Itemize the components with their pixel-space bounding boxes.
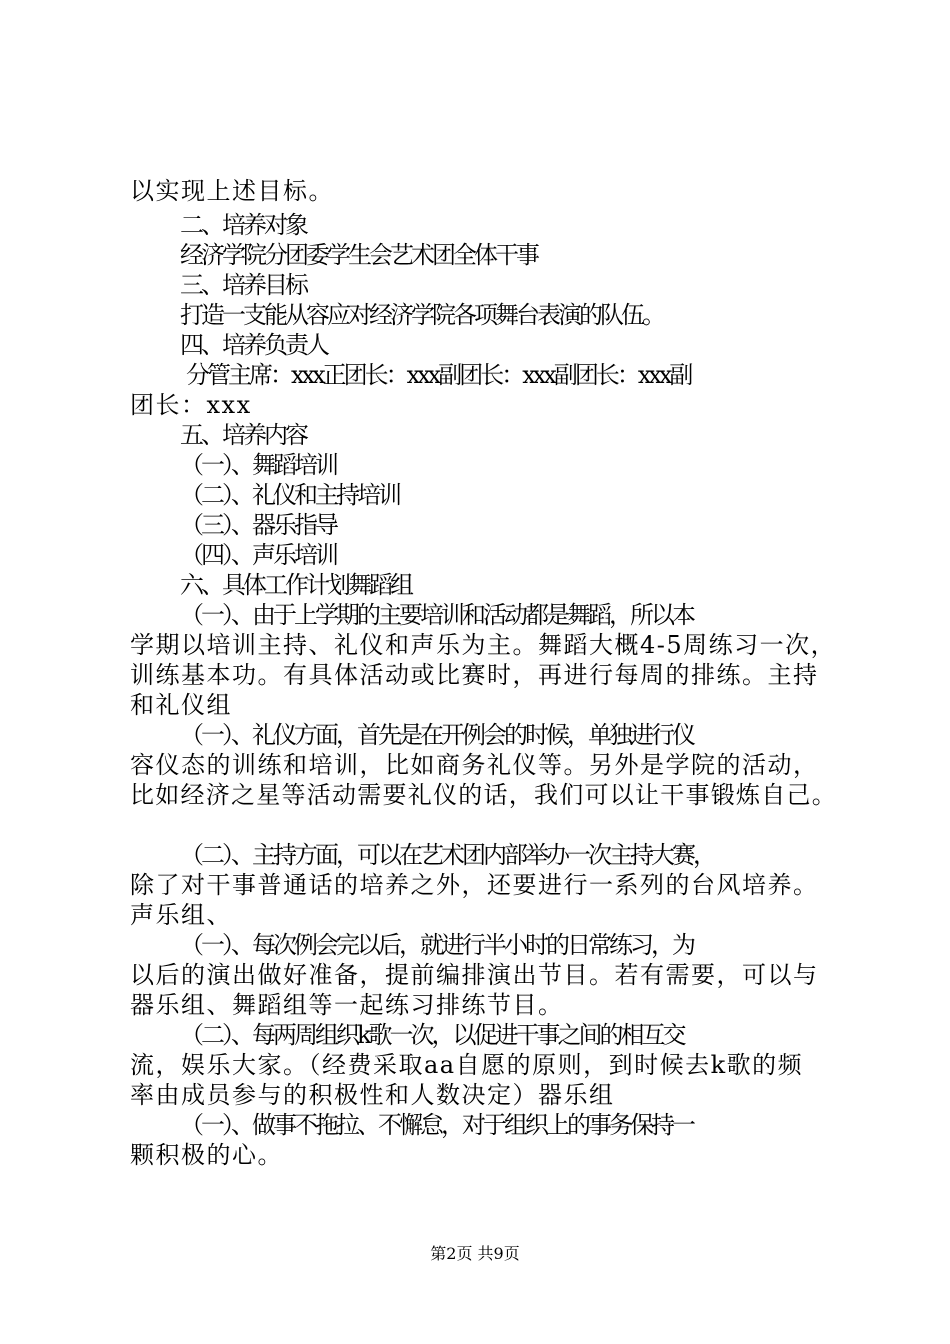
text-line: 二、培养对象	[180, 211, 306, 239]
text-line: （一）、礼仪方面，首先是在开例会的时候，单独进行仪	[180, 721, 693, 749]
text-line: 以实现上述目标。	[130, 177, 334, 205]
text-line: （三）、器乐指导	[180, 511, 336, 539]
text-line: （一）、做事不拖拉、不懈怠，对于组织上的事务保持一	[180, 1111, 693, 1139]
text-line: 以后的演出做好准备，提前编排演出节目。若有需要，可以与	[130, 961, 819, 989]
text-line: 分管主席：xxx正团长：xxx副团长：xxx副团长：xxx副	[186, 361, 691, 389]
text-line: 除了对干事普通话的培养之外，还要进行一系列的台风培养。	[130, 871, 819, 899]
text-line: 经济学院分团委学生会艺术团全体干事	[180, 241, 537, 269]
text-line: （二）、主持方面，可以在艺术团内部举办一次主持大赛，	[180, 841, 714, 869]
text-line: 训练基本功。有具体活动或比赛时，再进行每周的排练。主持	[130, 661, 819, 689]
text-line: 比如经济之星等活动需要礼仪的话，我们可以让干事锻炼自己。	[130, 781, 837, 809]
page-footer: 第2页 共9页	[430, 1244, 520, 1263]
text-line: （一）、每次例会完以后，就进行半小时的日常练习，为	[180, 931, 693, 959]
text-line: 流，娱乐大家。（经费采取aa自愿的原则，到时候去k歌的频	[130, 1051, 804, 1079]
text-line: 三、培养目标	[180, 271, 306, 299]
text-line: 容仪态的训练和培训，比如商务礼仪等。另外是学院的活动，	[130, 751, 819, 779]
text-line: （二）、礼仪和主持培训	[180, 481, 399, 509]
text-line: 器乐组、舞蹈组等一起练习排练节目。	[130, 991, 564, 1019]
text-line: 声乐组、	[130, 901, 232, 929]
text-line: 颗积极的心。	[130, 1141, 283, 1169]
text-line: 四、培养负责人	[180, 331, 327, 359]
text-line: 五、培养内容	[180, 421, 306, 449]
text-line: （一）、舞蹈培训	[180, 451, 336, 479]
text-line: 率由成员参与的积极性和人数决定）器乐组	[130, 1081, 615, 1109]
text-line: （四）、声乐培训	[180, 541, 336, 569]
text-line: （二）、每两周组织k歌一次，以促进干事之间的相互交	[180, 1021, 684, 1049]
text-line: 打造一支能从容应对经济学院各项舞台表演的队伍。	[180, 301, 663, 329]
text-line: 六、具体工作计划舞蹈组	[180, 571, 411, 599]
text-line: 和礼仪组	[130, 691, 232, 719]
text-line: 学期以培训主持、礼仪和声乐为主。舞蹈大概4-5周练习一次，	[130, 631, 837, 659]
text-line: 团长：xxx	[130, 391, 252, 419]
text-line: （一）、由于上学期的主要培训和活动都是舞蹈，所以本	[180, 601, 693, 629]
